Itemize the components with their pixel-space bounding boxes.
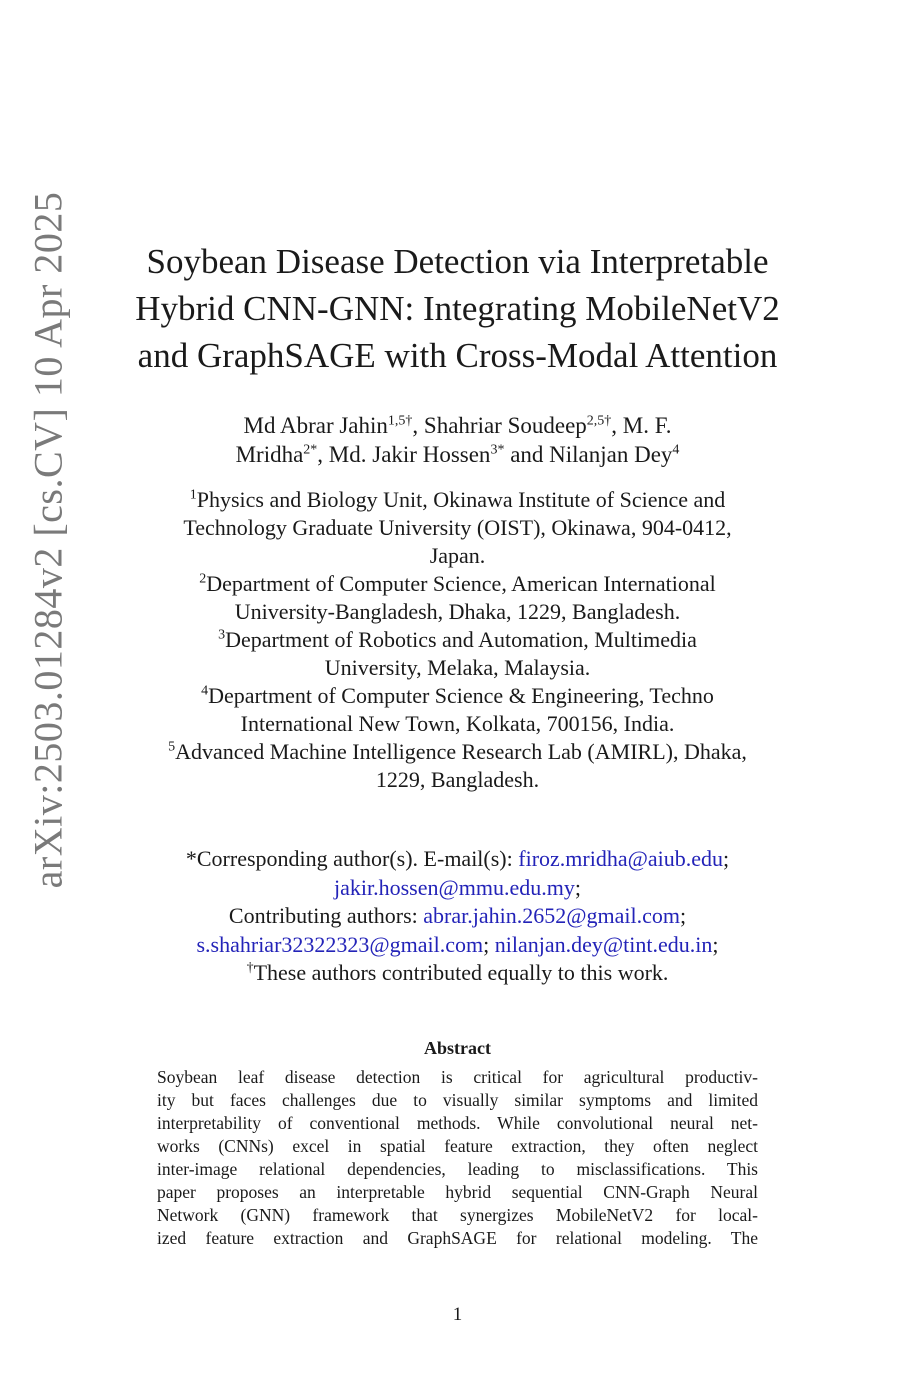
abstract-line: Network (GNN) framework that synergizes MobileNetV2 for local-: [157, 1205, 758, 1225]
contact-block: [110, 845, 805, 988]
affiliation-text: Advanced Machine Intelligence Research Lab (AMIRL), Dhaka,: [175, 739, 747, 764]
page-number: 1: [452, 1304, 463, 1325]
email-link[interactable]: nilanjan.dey@tint.edu.in: [494, 931, 713, 957]
contact-line: [110, 902, 805, 931]
abstract-line: works (CNNs) excel in spatial feature extraction, they often neglect: [157, 1136, 758, 1156]
affiliation-line: University, Melaka, Malaysia.: [324, 655, 591, 680]
affiliation-line: [110, 626, 805, 654]
author-affil-mark: 1,5†: [387, 413, 413, 429]
author-line: [110, 440, 805, 469]
corresponding-label: *Corresponding author(s). E-mail(s):: [185, 846, 519, 871]
affiliation-number: 1: [189, 487, 197, 503]
author-affil-mark: 2,5†: [586, 413, 612, 429]
author-affil-mark: 2*: [303, 442, 318, 458]
author-name: , Shahriar Soudeep: [412, 413, 587, 438]
dagger-mark: †: [246, 960, 254, 976]
separator: ;: [483, 931, 495, 957]
separator: ;: [574, 874, 581, 900]
arxiv-identifier[interactable]: arXiv:2503.01284v2 [cs.CV] 10 Apr 2025: [25, 191, 71, 889]
affiliation-number: 4: [201, 683, 209, 699]
abstract-line: interpretability of conventional methods. While convolutional neural net-: [157, 1113, 758, 1133]
affiliation-number: 5: [168, 739, 176, 755]
affiliation-line: [110, 486, 805, 514]
affiliation-number: 3: [218, 627, 226, 643]
separator: ;: [679, 903, 687, 928]
title-line: Soybean Disease Detection via Interpretable: [146, 242, 769, 281]
author-affil-mark: 4: [672, 442, 680, 458]
author-name: , Md. Jakir Hossen: [317, 442, 491, 467]
affiliation-line: International New Town, Kolkata, 700156, India.: [240, 711, 675, 736]
abstract-line: paper proposes an interpretable hybrid sequential CNN-Graph Neural: [157, 1182, 758, 1202]
contact-line: [110, 874, 805, 903]
contact-line: [110, 931, 805, 960]
author-name: Mridha: [235, 442, 304, 467]
title-line: and GraphSAGE with Cross-Modal Attention: [137, 336, 778, 375]
contact-line: [110, 959, 805, 988]
affiliation-line: Technology Graduate University (OIST), Okinawa, 904-0412,: [183, 515, 732, 540]
email-link[interactable]: abrar.jahin.2652@gmail.com: [423, 903, 680, 928]
affiliation-text: Physics and Biology Unit, Okinawa Institute of Science and: [196, 487, 726, 512]
affiliation-line: [110, 682, 805, 710]
affiliation-line: University-Bangladesh, Dhaka, 1229, Bangladesh.: [234, 599, 681, 624]
abstract-line: ity but faces challenges due to visually similar symptoms and limited: [157, 1090, 758, 1110]
paper-title: [100, 238, 815, 379]
title-line: Hybrid CNN-GNN: Integrating MobileNetV2: [135, 289, 780, 328]
contact-line: [110, 845, 805, 874]
affiliation-text: Department of Computer Science & Engineering, Techno: [208, 683, 714, 708]
author-affil-mark: 3*: [490, 442, 505, 458]
equal-contribution-note: These authors contributed equally to this work.: [253, 960, 669, 985]
author-list: [110, 411, 805, 469]
affiliation-text: Department of Robotics and Automation, Multimedia: [225, 627, 697, 652]
contributing-label: Contributing authors:: [228, 903, 424, 928]
author-line: [110, 411, 805, 440]
abstract-line: inter-image relational dependencies, leading to misclassifications. This: [157, 1159, 758, 1179]
abstract-line: ized feature extraction and GraphSAGE for relational modeling. The: [157, 1228, 758, 1248]
email-link[interactable]: firoz.mridha@aiub.edu: [518, 846, 723, 871]
affiliation-line: Japan.: [429, 543, 486, 568]
abstract-body: [157, 1066, 758, 1250]
separator: ;: [712, 931, 719, 957]
author-name: , M. F.: [611, 413, 672, 438]
affiliation-line: [110, 738, 805, 766]
abstract-heading: Abstract: [424, 1038, 491, 1058]
separator: ;: [723, 846, 730, 871]
affiliation-line: [110, 570, 805, 598]
email-link[interactable]: jakir.hossen@mmu.edu.my: [334, 874, 575, 900]
abstract-line: Soybean leaf disease detection is critical for agricultural productiv-: [157, 1067, 758, 1087]
affiliation-list: [110, 486, 805, 794]
affiliation-number: 2: [199, 571, 207, 587]
author-name: and Nilanjan Dey: [504, 442, 673, 467]
email-link[interactable]: s.shahriar32322323@gmail.com: [196, 931, 484, 957]
author-name: Md Abrar Jahin: [243, 413, 388, 438]
affiliation-text: Department of Computer Science, American International: [206, 571, 716, 596]
affiliation-line: 1229, Bangladesh.: [375, 767, 540, 792]
